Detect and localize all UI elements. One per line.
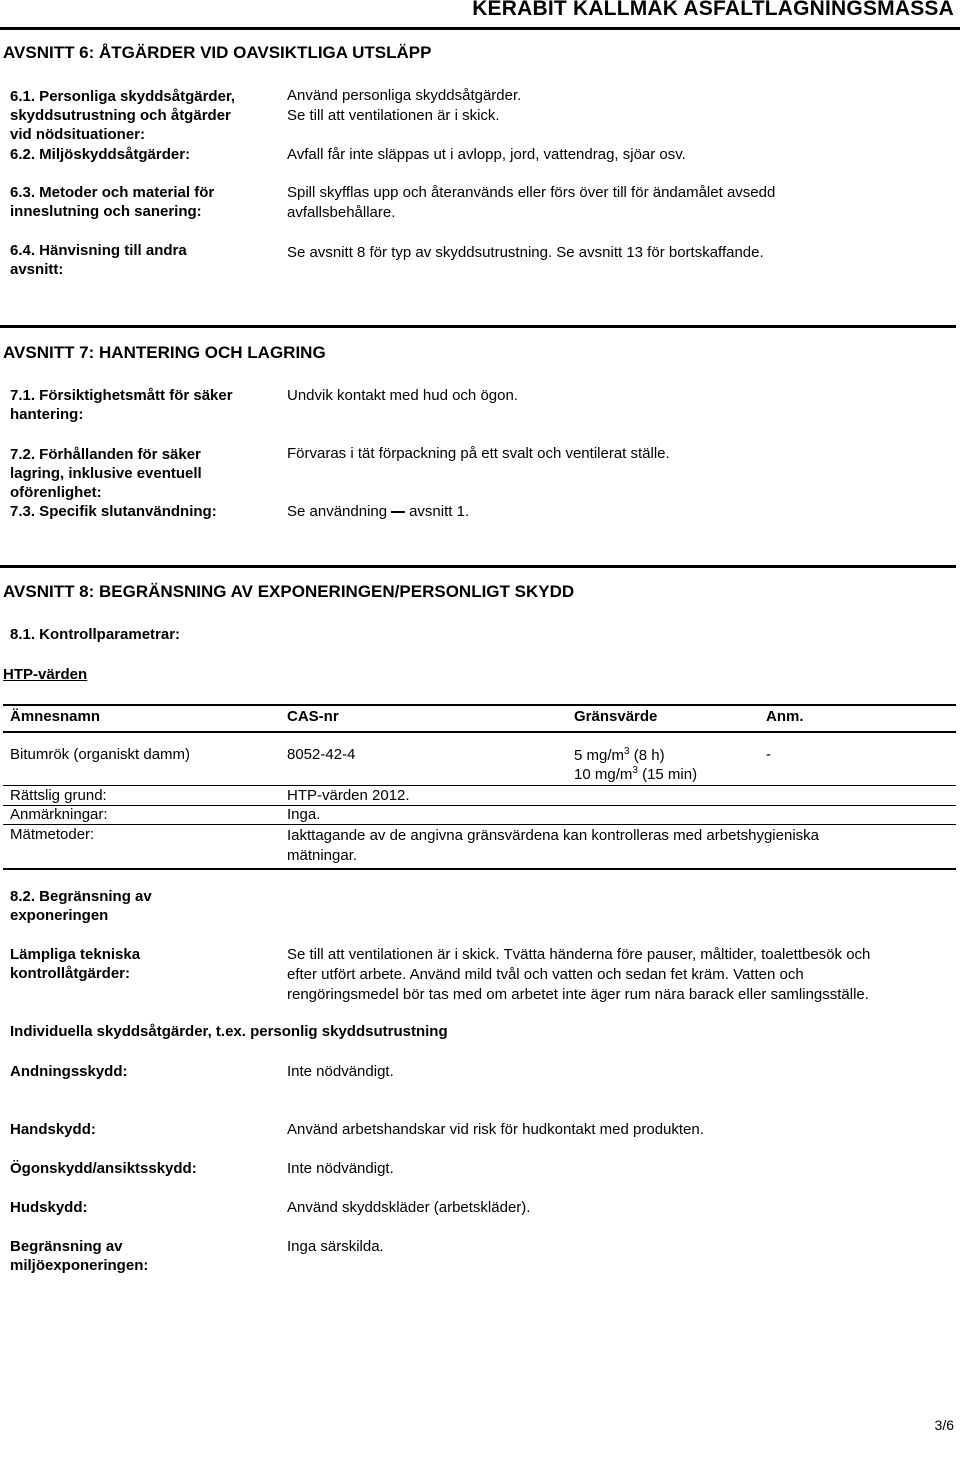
table-header-rule <box>3 731 956 733</box>
table-row-rule-1 <box>3 785 956 786</box>
table-cell-limit: 5 $mg/m^3$ (8 h) 10 $mg/m^3$ (15 min) <box>574 746 698 783</box>
th-note: Anm. <box>766 708 804 725</box>
s72-label: 7.2. Förhållanden för säker lagring, inklusive eventuell oförenlighet: <box>10 446 202 501</box>
individuella-heading: Individuella skyddsåtgärder, t.ex. personlig skyddsutrustning <box>10 1023 448 1040</box>
section-8-title: AVSNITT 8: BEGRÄNSNING AV EXPONERINGEN/PERSONLIGT SKYDD <box>3 582 575 601</box>
s81-label: 8.1. Kontrollparametrar: <box>10 626 181 643</box>
table-row-rule-3 <box>3 824 956 825</box>
s73-value: Se användning avsnitt 1. <box>287 503 470 520</box>
andning-value: Inte nödvändigt. <box>287 1063 394 1080</box>
hand-label: Handskydd: <box>10 1121 96 1138</box>
section-7-title: AVSNITT 7: HANTERING OCH LAGRING <box>3 343 326 362</box>
table-cell-note: - <box>766 746 771 763</box>
header-rule <box>0 27 960 30</box>
rattslig-value: HTP-värden 2012. <box>287 787 410 804</box>
table-row-rule-2 <box>3 805 956 806</box>
miljo-label: Begränsning av miljöexponeringen: <box>10 1238 149 1274</box>
s61-label: 6.1. Personliga skyddsåtgärder, skyddsutrustning och åtgärder vid nödsituationer: <box>10 88 236 143</box>
rattslig-label: Rättslig grund: <box>10 787 107 804</box>
hand-value: Använd arbetshandskar vid risk för hudkontakt med produkten. <box>287 1121 704 1138</box>
section-rule-7 <box>0 325 956 328</box>
table-top-rule <box>3 704 956 706</box>
s61-value: Använd personliga skyddsåtgärder. Se till att ventilationen är i skick. <box>287 87 522 124</box>
document-title: KERABIT KALLMAK ASFALTLAGNINGSMASSA <box>472 0 954 20</box>
s72-value: Förvaras i tät förpackning på ett svalt och ventilerat ställe. <box>287 445 670 462</box>
page-number: 3/6 <box>934 1417 954 1433</box>
s62-value: Avfall får inte släppas ut i avlopp, jord, vattendrag, sjöar osv. <box>287 146 686 163</box>
table-cell-cas: 8052-42-4 <box>287 746 356 763</box>
dash-mark <box>391 511 405 513</box>
th-cas: CAS-nr <box>287 708 339 725</box>
ogon-label: Ögonskydd/ansiktsskydd: <box>10 1160 197 1177</box>
s63-label: 6.3. Metoder och material för inneslutning och sanering: <box>10 184 215 220</box>
th-limit: Gränsvärde <box>574 708 658 725</box>
anm-value: Inga. <box>287 806 321 823</box>
hud-value: Använd skyddskläder (arbetskläder). <box>287 1199 531 1216</box>
section-rule-8 <box>0 565 956 568</box>
th-name: Ämnesnamn <box>10 708 101 725</box>
s64-value: Se avsnitt 8 för typ av skyddsutrustning. Se avsnitt 13 för bortskaffande. <box>287 244 764 261</box>
tekniska-value: Se till att ventilationen är i skick. Tvätta händerna före pauser, måltider, toalettbesök och efter utfört arbete. Använd mild tvål och vatten och sedan fet kräm. Vatten och rengöringsmedel bör tas med om arbetet inte äger rum nära barack eller samlingsställe. <box>287 946 871 1003</box>
s64-label: 6.4. Hänvisning till andra avsnitt: <box>10 242 187 278</box>
s82-label: 8.2. Begränsning av exponeringen <box>10 888 152 924</box>
matmetod-label: Mätmetoder: <box>10 826 95 843</box>
andning-label: Andningsskydd: <box>10 1063 128 1080</box>
s73-label: 7.3. Specifik slutanvändning: <box>10 503 217 520</box>
section-6-title: AVSNITT 6: ÅTGÄRDER VID OAVSIKTLIGA UTSLÄPP <box>3 43 432 62</box>
table-cell-name: Bitumrök (organiskt damm) <box>10 746 191 763</box>
miljo-value: Inga särskilda. <box>287 1238 384 1255</box>
s62-label: 6.2. Miljöskyddsåtgärder: <box>10 146 191 163</box>
ogon-value: Inte nödvändigt. <box>287 1160 394 1177</box>
hud-label: Hudskydd: <box>10 1199 88 1216</box>
anm-label: Anmärkningar: <box>10 806 108 823</box>
s71-label: 7.1. Försiktighetsmått för säker hantering: <box>10 387 233 423</box>
htp-heading: HTP-värden <box>3 666 88 683</box>
tekniska-label: Lämpliga tekniska kontrollåtgärder: <box>10 946 141 982</box>
s71-value: Undvik kontakt med hud och ögon. <box>287 387 518 404</box>
table-bottom-rule <box>3 868 956 870</box>
s63-value: Spill skyfflas upp och återanvänds eller förs över till för ändamålet avsedd avfallsbehållare. <box>287 184 776 221</box>
matmetod-value: Iakttagande av de angivna gränsvärdena kan kontrolleras med arbetshygieniska mätningar. <box>287 827 820 864</box>
